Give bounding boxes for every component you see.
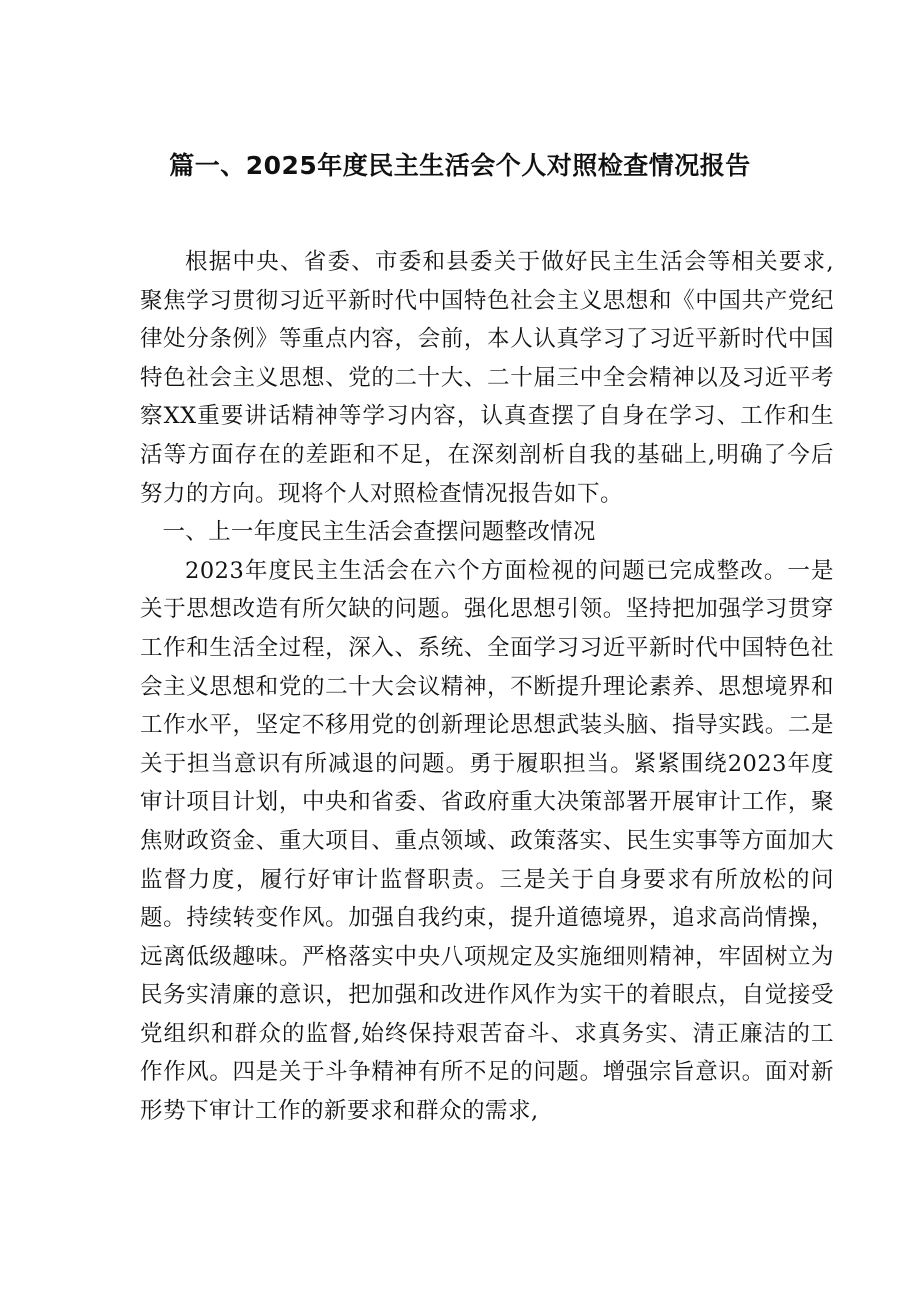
section-heading-1: 一、上一年度民主生活会查摆问题整改情况 <box>162 519 596 546</box>
intro-paragraph: 根据中央、省委、市委和县委关于做好民主生活会等相关要求,聚焦学习贯彻习近平新时代中国特色社会主义思想和《中国共产党纪律处分条例》等重点内容，会前，本人认真学习了习近平新时代中国特色社会主义思想、党的二十大、二十届三中全会精神以及习近平考察XX重要讲话精神等学习内容，认真查摆了自身在学习、工作和生活等方面存在的差距和不足，在深刻剖析自我的基础上,明确了今后努力的方向。现将个人对照检查情况报告如下。 <box>140 249 834 507</box>
document-body <box>140 243 834 1131</box>
document-title: 篇一、2025年度民主生活会个人对照检查情况报告 <box>169 151 751 180</box>
section-1-paragraph: 2023年度民主生活会在六个方面检视的问题已完成整改。一是关于思想改造有所欠缺的问题。强化思想引领。坚持把加强学习贯穿工作和生活全过程，深入、系统、全面学习习近平新时代中国特色社会主义思想和党的二十大会议精神，不断提升理论素养、思想境界和工作水平，坚定不移用党的创新理论思想武装头脑、指导实践。二是关于担当意识有所减退的问题。勇于履职担当。紧紧围绕2023年度审计项目计划，中央和省委、省政府重大决策部署开展审计工作，聚焦财政资金、重大项目、重点领域、政策落实、民生实事等方面加大监督力度，履行好审计监督职责。三是关于自身要求有所放松的问题。持续转变作风。加强自我约束，提升道德境界，追求高尚情操，远离低级趣味。严格落实中央八项规定及实施细则精神，牢固树立为民务实清廉的意识，把加强和改进作风作为实干的着眼点，自觉接受党组织和群众的监督,始终保持艰苦奋斗、求真务实、清正廉洁的工作作风。四是关于斗争精神有所不足的问题。增强宗旨意识。面对新形势下审计工作的新要求和群众的需求, <box>140 557 834 1125</box>
